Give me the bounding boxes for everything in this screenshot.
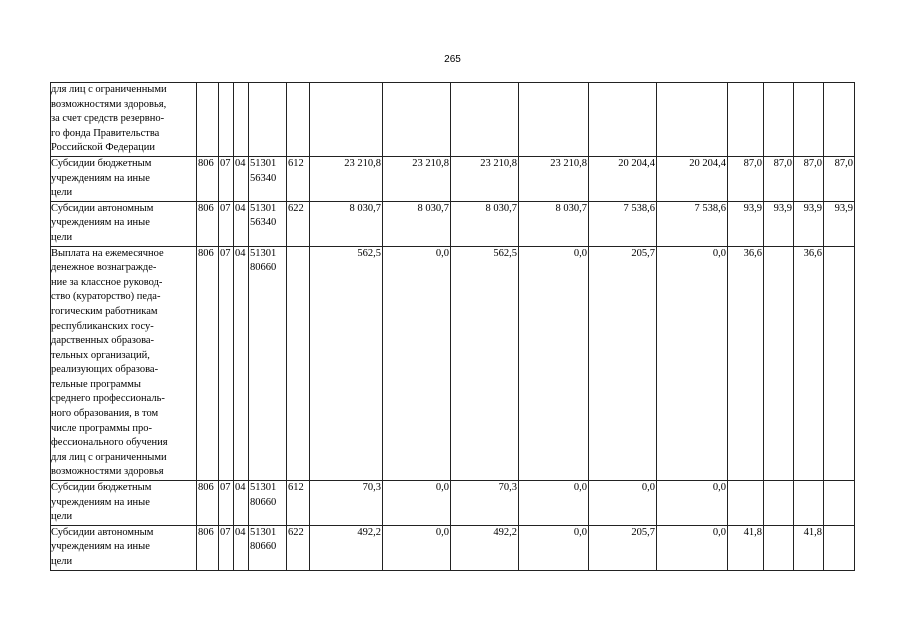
csr-part: 80660: [250, 541, 277, 553]
cell-value-3: 8 030,7: [451, 201, 519, 246]
cell-value-4: 0,0: [519, 481, 589, 526]
cell-value-1: 70,3: [310, 481, 383, 526]
csr-part: 56340: [250, 172, 277, 184]
cell-vr: [287, 83, 310, 157]
name-line: цели: [51, 187, 73, 199]
cell-percent-4: [824, 246, 855, 481]
cell-pr: [234, 83, 249, 157]
cell-percent-1: 93,9: [728, 201, 764, 246]
table-row: [51, 525, 855, 570]
cell-percent-3: 36,6: [794, 246, 824, 481]
table-body: [51, 83, 855, 571]
cell-name: [51, 201, 197, 246]
name-line: учреждениям на иные: [51, 541, 150, 553]
cell-value-4: 0,0: [519, 525, 589, 570]
cell-percent-2: [764, 246, 794, 481]
cell-percent-3: [794, 83, 824, 157]
cell-csr: [249, 156, 287, 201]
cell-percent-4: [824, 481, 855, 526]
name-line: тельных организаций,: [51, 349, 150, 361]
cell-value-4: 8 030,7: [519, 201, 589, 246]
cell-value-2: 0,0: [383, 481, 451, 526]
name-line: Российской Федерации: [51, 142, 155, 154]
name-line: гогическим работникам: [51, 305, 158, 317]
cell-rz: 07: [219, 525, 234, 570]
name-line: цели: [51, 511, 73, 523]
cell-percent-2: [764, 481, 794, 526]
csr-part: 51301: [250, 247, 277, 259]
cell-percent-3: 87,0: [794, 156, 824, 201]
cell-vr: 612: [287, 156, 310, 201]
name-line: денежное вознагражде-: [51, 262, 157, 274]
cell-vr: 612: [287, 481, 310, 526]
table-row: [51, 201, 855, 246]
name-line: ного образования, в том: [51, 408, 159, 420]
cell-value-3: 23 210,8: [451, 156, 519, 201]
name-line: среднего профессиональ-: [51, 393, 165, 405]
name-line: числе программы про-: [51, 422, 153, 434]
name-line: цели: [51, 231, 73, 243]
cell-csr: [249, 83, 287, 157]
cell-value-2: 8 030,7: [383, 201, 451, 246]
table-row: [51, 83, 855, 157]
cell-value-6: [657, 83, 728, 157]
cell-csr: [249, 481, 287, 526]
cell-value-1: 23 210,8: [310, 156, 383, 201]
cell-rz: 07: [219, 156, 234, 201]
cell-value-6: 20 204,4: [657, 156, 728, 201]
name-line: дарственных образова-: [51, 335, 155, 347]
cell-ved: 806: [197, 246, 219, 481]
cell-percent-1: 36,6: [728, 246, 764, 481]
cell-value-2: 0,0: [383, 246, 451, 481]
cell-vr: [287, 246, 310, 481]
csr-part: 51301: [250, 157, 277, 169]
cell-value-3: 492,2: [451, 525, 519, 570]
cell-value-4: 0,0: [519, 246, 589, 481]
name-line: Субсидии бюджетным: [51, 482, 152, 494]
cell-name: [51, 156, 197, 201]
table-row: [51, 246, 855, 481]
name-line: фессионального обучения: [51, 437, 168, 449]
cell-percent-3: [794, 481, 824, 526]
cell-value-2: 23 210,8: [383, 156, 451, 201]
csr-part: 51301: [250, 526, 277, 538]
cell-percent-3: 93,9: [794, 201, 824, 246]
table-row: [51, 481, 855, 526]
table-row: [51, 156, 855, 201]
cell-percent-4: 87,0: [824, 156, 855, 201]
name-line: цели: [51, 556, 73, 567]
cell-percent-2: [764, 525, 794, 570]
cell-value-2: 0,0: [383, 525, 451, 570]
cell-percent-3: 41,8: [794, 525, 824, 570]
cell-value-6: 0,0: [657, 525, 728, 570]
cell-ved: 806: [197, 201, 219, 246]
name-line: Субсидии бюджетным: [51, 157, 152, 169]
name-line: Субсидии автономным: [51, 202, 154, 214]
csr-part: 51301: [250, 202, 277, 214]
csr-part: 80660: [250, 496, 277, 508]
cell-value-5: [589, 83, 657, 157]
cell-name: [51, 83, 197, 157]
cell-percent-1: 41,8: [728, 525, 764, 570]
cell-name: [51, 481, 197, 526]
cell-value-1: 492,2: [310, 525, 383, 570]
name-line: го фонда Правительства: [51, 127, 160, 139]
cell-name: [51, 246, 197, 481]
cell-vr: 622: [287, 201, 310, 246]
cell-csr: [249, 525, 287, 570]
name-line: возможностями здоровья: [51, 466, 164, 478]
cell-percent-2: 93,9: [764, 201, 794, 246]
name-line: учреждениям на иные: [51, 217, 150, 229]
cell-rz: 07: [219, 246, 234, 481]
cell-value-5: 205,7: [589, 246, 657, 481]
csr-part: 51301: [250, 482, 277, 494]
cell-percent-1: 87,0: [728, 156, 764, 201]
cell-pr: 04: [234, 156, 249, 201]
budget-table: [50, 82, 855, 571]
cell-value-4: 23 210,8: [519, 156, 589, 201]
name-line: Выплата на ежемесячное: [51, 247, 164, 259]
cell-csr: [249, 246, 287, 481]
name-line: учреждениям на иные: [51, 172, 150, 184]
cell-value-2: [383, 83, 451, 157]
cell-pr: 04: [234, 481, 249, 526]
cell-ved: [197, 83, 219, 157]
name-line: учреждениям на иные: [51, 496, 150, 508]
cell-value-6: 0,0: [657, 481, 728, 526]
cell-pr: 04: [234, 525, 249, 570]
name-line: возможностями здоровья,: [51, 98, 167, 110]
cell-pr: 04: [234, 201, 249, 246]
cell-percent-4: [824, 83, 855, 157]
cell-rz: [219, 83, 234, 157]
cell-value-6: 0,0: [657, 246, 728, 481]
cell-percent-4: 93,9: [824, 201, 855, 246]
cell-rz: 07: [219, 481, 234, 526]
cell-ved: 806: [197, 525, 219, 570]
cell-value-3: 70,3: [451, 481, 519, 526]
name-line: реализующих образова-: [51, 364, 159, 376]
cell-percent-2: 87,0: [764, 156, 794, 201]
cell-value-3: 562,5: [451, 246, 519, 481]
cell-value-1: 8 030,7: [310, 201, 383, 246]
cell-value-6: 7 538,6: [657, 201, 728, 246]
cell-value-5: 205,7: [589, 525, 657, 570]
name-line: ние за классное руковод-: [51, 276, 163, 288]
name-line: Субсидии автономным: [51, 526, 154, 538]
cell-ved: 806: [197, 481, 219, 526]
cell-percent-2: [764, 83, 794, 157]
cell-percent-1: [728, 481, 764, 526]
cell-rz: 07: [219, 201, 234, 246]
cell-percent-1: [728, 83, 764, 157]
name-line: тельные программы: [51, 378, 141, 390]
cell-value-5: 0,0: [589, 481, 657, 526]
page-number: 265: [444, 54, 461, 65]
name-line: за счет средств резервно-: [51, 113, 165, 125]
name-line: для лиц с ограниченными: [51, 451, 167, 463]
cell-value-1: 562,5: [310, 246, 383, 481]
name-line: ство (кураторство) педа-: [51, 291, 161, 303]
name-line: для лиц с ограниченными: [51, 84, 167, 95]
name-line: республиканских госу-: [51, 320, 154, 332]
cell-value-3: [451, 83, 519, 157]
cell-value-5: 7 538,6: [589, 201, 657, 246]
csr-part: 80660: [250, 262, 277, 274]
cell-value-4: [519, 83, 589, 157]
cell-percent-4: [824, 525, 855, 570]
csr-part: 56340: [250, 217, 277, 229]
cell-vr: 622: [287, 525, 310, 570]
cell-value-1: [310, 83, 383, 157]
cell-csr: [249, 201, 287, 246]
cell-pr: 04: [234, 246, 249, 481]
cell-name: [51, 525, 197, 570]
cell-value-5: 20 204,4: [589, 156, 657, 201]
cell-ved: 806: [197, 156, 219, 201]
